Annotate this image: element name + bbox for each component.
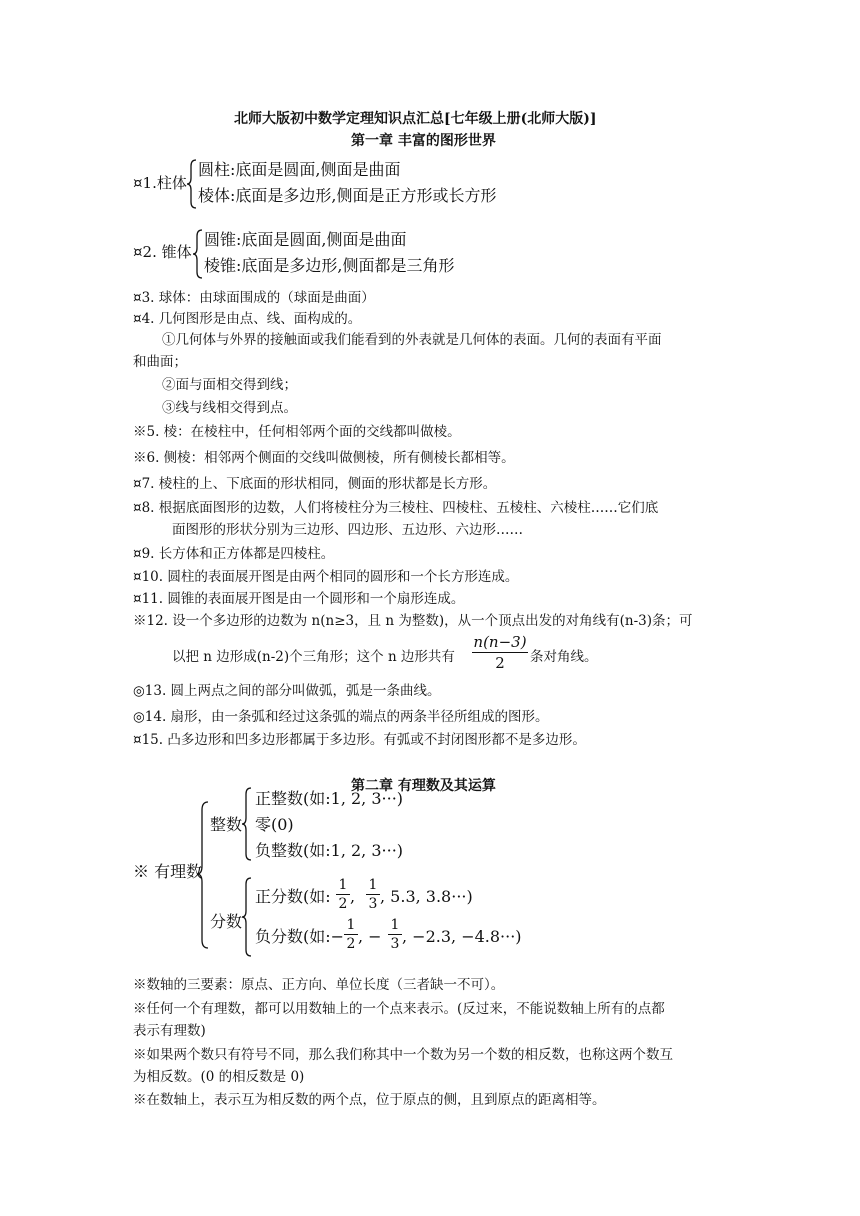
chapter2-heading: 第二章 有理数及其运算 [351, 778, 496, 794]
rational-root: ※ 有理数 [133, 862, 203, 881]
item2-brace [192, 228, 204, 280]
fraction-one-half [336, 876, 350, 913]
item1-brace [186, 158, 198, 210]
item1-label: ¤1.柱体 [133, 174, 187, 192]
fraction-one-half-den: 2 [338, 896, 348, 912]
zero: 零(0) [255, 815, 294, 834]
item4-sub3: ③线与线相交得到点。 [162, 400, 297, 416]
fraction-neg-third-den: 3 [390, 936, 400, 952]
positive-integer: 正整数(如:1, 2, 3···) [255, 789, 404, 808]
item4-sub1: ①几何体与外界的接触面或我们能看到的外表就是几何体的表面。几何的表面有平面 [162, 332, 662, 348]
positive-fraction-rest: , 5.3, 3.8···) [380, 887, 473, 906]
fraction-neg-half-den: 2 [346, 936, 356, 952]
note-opposite: ※如果两个数只有符号不同，那么我们称其中一个数为另一个数的相反数，也称这两个数互 [133, 1047, 673, 1063]
fraction-neg-third-num: 1 [388, 916, 402, 935]
item10: ¤10. 圆柱的表面展开图是由两个相同的圆形和一个长方形连成。 [133, 569, 519, 585]
fraction-neg-half-num: 1 [344, 916, 358, 935]
item1-line-2: 棱体:底面是多边形,侧面是正方形或长方形 [198, 186, 497, 205]
document-title: 北师大版初中数学定理知识点汇总[七年级上册(北师大版)] [234, 111, 597, 127]
item5: ※5. 棱：在棱柱中，任何相邻两个面的交线都叫做棱。 [133, 424, 461, 440]
fraction-one-third-den: 3 [368, 896, 378, 912]
item14: ◎14. 扇形，由一条弧和经过这条弧的端点的两条半径所组成的图形。 [133, 709, 549, 725]
fraction-neg-half [344, 916, 358, 953]
chapter1-heading: 第一章 丰富的图形世界 [351, 133, 496, 149]
integer-brace [241, 786, 253, 862]
item4-sub2: ②面与面相交得到线； [162, 377, 297, 393]
rational-brace [196, 800, 210, 950]
diagonal-fraction-num: n(n−3) [473, 633, 527, 651]
note-number-line: ※数轴的三要素：原点、正方向、单位长度（三者缺一不可）。 [133, 977, 505, 993]
item11: ¤11. 圆锥的表面展开图是由一个圆形和一个扇形连成。 [133, 591, 465, 607]
fraction-neg-third [388, 916, 402, 953]
item7: ¤7. 棱柱的上、下底面的形状相同，侧面的形状都是长方形。 [133, 476, 497, 492]
item12-cont-text: 以把 n 边形成(n-2)个三角形；这个 n 边形共有 [172, 649, 455, 665]
item9: ¤9. 长方体和正方体都是四棱柱。 [133, 546, 335, 562]
item13: ◎13. 圆上两点之间的部分叫做弧，弧是一条曲线。 [133, 683, 441, 699]
item15: ¤15. 凸多边形和凹多边形都属于多边形。有弧或不封闭图形都不是多边形。 [133, 732, 586, 748]
fraction-one-half-num: 1 [336, 876, 350, 895]
item2-label: ¤2. 锥体 [133, 243, 192, 261]
item2-line-2: 棱锥:底面是多边形,侧面都是三角形 [204, 256, 455, 275]
negative-fraction-prefix: 负分数(如:− [255, 927, 345, 946]
negative-integer: 负整数(如:1, 2, 3···) [255, 841, 404, 860]
item12-cont-end: 条对角线。 [530, 649, 598, 665]
item4-sub1-cont: 和曲面； [133, 354, 187, 370]
comma-2: , − [358, 927, 382, 946]
note-rational-point-cont: 表示有理数) [133, 1023, 206, 1039]
item2-line-1: 圆锥:底面是圆面,侧面是曲面 [204, 230, 407, 249]
diagonal-fraction-den: 2 [495, 654, 505, 672]
item8-cont: 面图形的形状分别为三边形、四边形、五边形、六边形…… [172, 522, 523, 538]
item12: ※12. 设一个多边形的边数为 n(n≥3，且 n 为整数)，从一个顶点出发的对角线有(n-3)条；可 [133, 613, 693, 629]
fraction-brace [241, 876, 253, 958]
item3: ¤3. 球体：由球面围成的（球面是曲面） [133, 290, 375, 306]
item1-line-1: 圆柱:底面是圆面,侧面是曲面 [198, 160, 401, 179]
note-opposite-cont: 为相反数。(0 的相反数是 0) [133, 1069, 305, 1085]
item12-cont [172, 647, 455, 667]
negative-fraction-rest: , −2.3, −4.8···) [402, 927, 522, 946]
fraction-one-third [366, 876, 380, 913]
item8: ¤8. 根据底面图形的边数，人们将棱柱分为三棱柱、四棱柱、五棱柱、六棱柱……它们底 [133, 500, 659, 516]
comma-1: , [350, 887, 356, 906]
positive-fraction-prefix: 正分数(如: [255, 887, 331, 906]
item6: ※6. 侧棱：相邻两个侧面的交线叫做侧棱，所有侧棱长都相等。 [133, 450, 515, 466]
note-opposite-axis: ※在数轴上，表示互为相反数的两个点，位于原点的侧，且到原点的距离相等。 [133, 1092, 606, 1108]
fraction-one-third-num: 1 [366, 876, 380, 895]
item4: ¤4. 几何图形是由点、线、面构成的。 [133, 311, 362, 327]
diagonal-fraction [472, 632, 528, 673]
note-rational-point: ※任何一个有理数，都可以用数轴上的一个点来表示。(反过来，不能说数轴上所有的点都 [133, 1001, 665, 1017]
integer-label: 整数 [210, 815, 243, 834]
fraction-label: 分数 [210, 912, 243, 931]
